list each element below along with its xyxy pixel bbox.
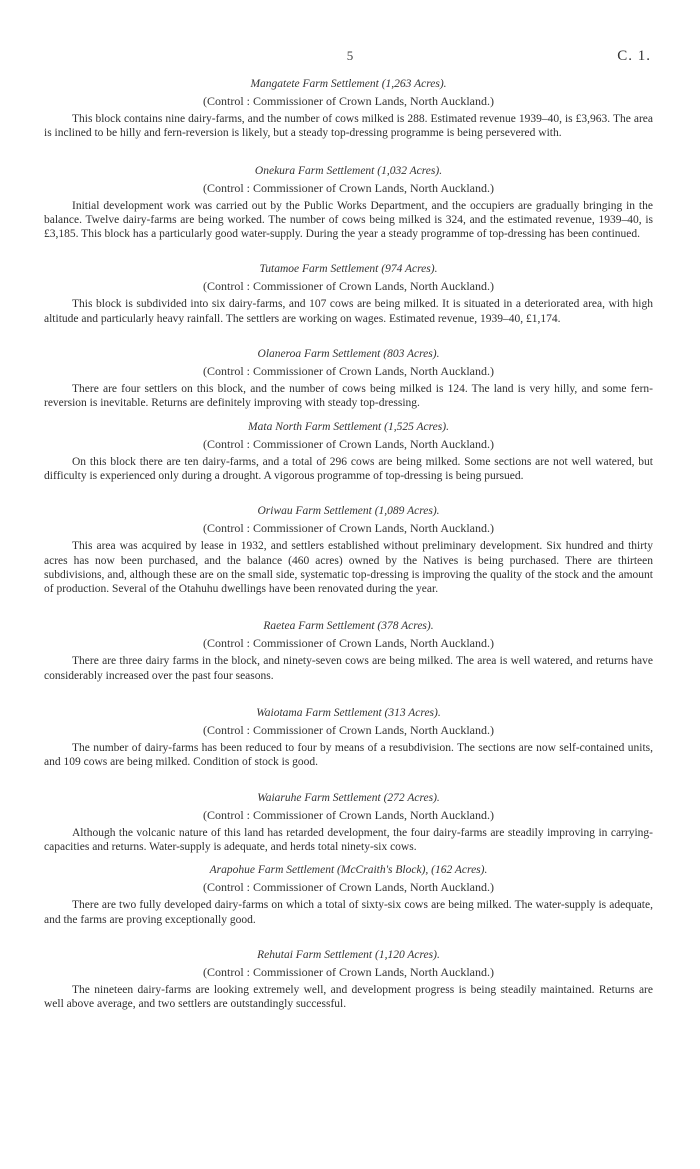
settlement-section <box>44 864 653 927</box>
settlement-section <box>44 348 653 411</box>
section-control: (Control : Commissioner of Crown Lands, North Auckland.) <box>203 94 494 108</box>
section-title: Waiaruhe Farm Settlement (272 Acres). <box>257 791 440 804</box>
settlement-section <box>44 620 653 683</box>
settlement-section <box>44 165 653 242</box>
section-control: (Control : Commissioner of Crown Lands, North Auckland.) <box>203 436 494 451</box>
settlement-section <box>44 263 653 326</box>
section-body: On this block there are ten dairy-farms, and a total of 296 cows are being milked. Some sections are not well watered, but difficulty is experienced only during a drought. A vigorous programme of top-dressing is being pursued. <box>44 455 653 482</box>
section-body: There are four settlers on this block, and the number of cows being milked is 124. The land is very hilly, and some fern-reversion is inevitable. Returns are definitely improving with steady top-dressing. <box>44 383 653 410</box>
section-title: Waiotama Farm Settlement (313 Acres). <box>256 707 441 720</box>
section-body: This area was acquired by lease in 1932, and settlers established without preliminary development. Six hundred and thirty acres has now been purchased, and the balance (460 acres) owned by the Natives is being purchased. There are thirteen subdivisions, and, although these are on the small side, systematic top-dressing is improving the quality of the stock and the amount of production. Several of the Otahuhu dwellings have been renovated during the year. <box>44 540 653 596</box>
section-body: Initial development work was carried out by the Public Works Department, and the occupiers are gradually bringing in the balance. Twelve dairy-farms are being worked. The number of cows being milked is 324, and the estimated revenue, 1939–40, is £3,185. This block has a particularly good water-supply. During the year a steady programme of top-dressing has been continued. <box>44 199 653 241</box>
section-body: There are two fully developed dairy-farms on which a total of sixty-six cows are being milked. The water-supply is adequate, and the farms are proving exceptionally good. <box>44 899 653 926</box>
section-control: (Control : Commissioner of Crown Lands, North Auckland.) <box>203 180 494 195</box>
settlement-section <box>44 949 653 1012</box>
section-title: Rehutai Farm Settlement (1,120 Acres). <box>257 948 440 961</box>
section-title: Mata North Farm Settlement (1,525 Acres). <box>248 420 449 433</box>
section-body: Although the volcanic nature of this land has retarded development, the four dairy-farms are steadily improving in carrying-capacities and returns. Water-supply is adequate, and herds total ninety-six cows. <box>44 826 653 853</box>
section-control: (Control : Commissioner of Crown Lands, North Auckland.) <box>203 521 494 536</box>
section-body: There are three dairy farms in the block, and ninety-seven cows are being milked. The area is well watered, and returns have considerably increased over the past four seasons. <box>44 655 653 682</box>
settlement-section <box>44 421 653 484</box>
section-control: (Control : Commissioner of Crown Lands, North Auckland.) <box>203 364 494 379</box>
section-control: (Control : Commissioner of Crown Lands, North Auckland.) <box>203 279 494 294</box>
section-control: (Control : Commissioner of Crown Lands, North Auckland.) <box>203 880 494 895</box>
settlement-section <box>44 792 653 855</box>
section-title: Olaneroa Farm Settlement (803 Acres). <box>257 348 440 361</box>
section-title: Raetea Farm Settlement (378 Acres). <box>263 620 434 633</box>
section-body: The number of dairy-farms has been reduced to four by means of a resubdivision. The sections are now self-contained units, and 109 cows are being milked. Condition of stock is good. <box>44 742 653 769</box>
section-control: (Control : Commissioner of Crown Lands, North Auckland.) <box>203 807 494 822</box>
document-reference: C. 1. <box>617 48 651 64</box>
settlement-section <box>44 707 653 770</box>
section-body: The nineteen dairy-farms are looking extremely well, and development progress is being steadily maintained. Returns are well above average, and two settlers are outstandingly successful. <box>44 983 653 1011</box>
section-title: Oriwau Farm Settlement (1,089 Acres). <box>257 505 440 518</box>
section-body: This block is subdivided into six dairy-farms, and 107 cows are being milked. It is situated in a deteriorated area, with high altitude and particularly heavy rainfall. The settlers are working on wages. Estimated revenue, 1939–40, £1,174. <box>44 298 653 325</box>
section-title: Tutamoe Farm Settlement (974 Acres). <box>259 263 438 276</box>
section-control: (Control : Commissioner of Crown Lands, North Auckland.) <box>203 636 494 651</box>
section-title: Arapohue Farm Settlement (McCraith's Block), (162 Acres). <box>209 864 488 877</box>
section-body: This block contains nine dairy-farms, and the number of cows milked is 288. Estimated revenue 1939–40, is £3,963. The area is inclined to be hilly and fern-reversion is likely, but a steady top-dressing programme is being persevered with. <box>44 113 653 140</box>
page-content <box>44 78 653 1011</box>
section-title: Onekura Farm Settlement (1,032 Acres). <box>254 164 443 177</box>
section-title: Mangatete Farm Settlement (1,263 Acres). <box>250 78 447 90</box>
section-control: (Control : Commissioner of Crown Lands, North Auckland.) <box>203 964 494 979</box>
settlement-section <box>44 505 653 596</box>
page-number: 5 <box>346 48 354 63</box>
section-control: (Control : Commissioner of Crown Lands, North Auckland.) <box>203 723 494 738</box>
settlement-section <box>44 78 653 141</box>
